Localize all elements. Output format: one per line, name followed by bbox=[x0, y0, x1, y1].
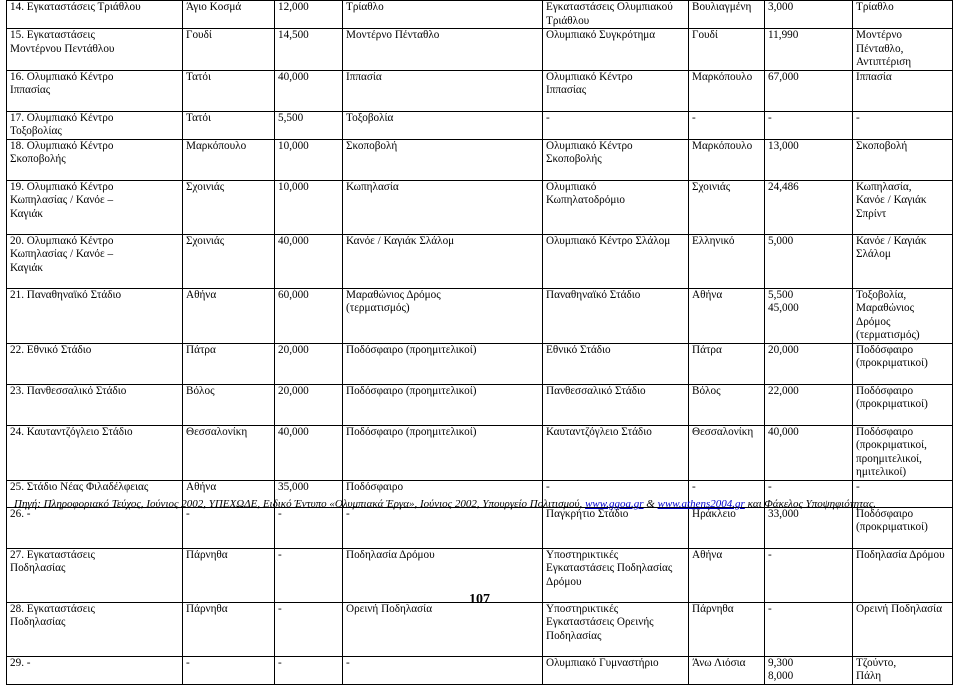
table-cell: Καυταντζόγλειο Στάδιο bbox=[543, 425, 689, 480]
table-cell: 11,990 bbox=[765, 29, 853, 71]
table-cell: Τοξοβολία bbox=[343, 111, 543, 139]
table-row bbox=[7, 384, 953, 425]
table-cell: 60,000 bbox=[275, 288, 343, 343]
table-cell: - bbox=[543, 480, 689, 507]
table-row bbox=[7, 343, 953, 384]
table-cell: - bbox=[853, 480, 953, 507]
ampersand: & bbox=[646, 498, 655, 510]
table-cell: Πάρνηθα bbox=[183, 548, 275, 602]
table-cell: Μαρκόπουλο bbox=[183, 139, 275, 180]
table-cell: Τατόι bbox=[183, 111, 275, 139]
table-cell: 40,000 bbox=[275, 234, 343, 288]
table-cell: - bbox=[275, 507, 343, 548]
table-cell: Βόλος bbox=[183, 384, 275, 425]
table-row bbox=[7, 507, 953, 548]
table-cell: Θεσσαλονίκη bbox=[689, 425, 765, 480]
table-cell: Πάρνηθα bbox=[183, 602, 275, 656]
table-cell: 40,000 bbox=[765, 425, 853, 480]
table-cell: - bbox=[765, 111, 853, 139]
table-cell: Μοντέρνο Πένταθλο, Αντιπτέριση bbox=[853, 29, 953, 71]
table-cell: Ιππασία bbox=[853, 70, 953, 111]
table-row bbox=[7, 602, 953, 656]
table-cell: 14,500 bbox=[275, 29, 343, 71]
table-cell: 40,000 bbox=[275, 70, 343, 111]
table-cell: 20,000 bbox=[275, 384, 343, 425]
table-cell: 15. Εγκαταστάσεις Μοντέρνου Πεντάθλου bbox=[7, 29, 183, 71]
table-cell: Ολυμπιακό Κέντρο Ιππασίας bbox=[543, 70, 689, 111]
table-cell: Τοξοβολία, Μαραθώνιος Δρόμος (τερματισμός) bbox=[853, 288, 953, 343]
table-cell: 10,000 bbox=[275, 180, 343, 234]
page-number: 107 bbox=[469, 592, 490, 607]
table-cell: 3,000 bbox=[765, 1, 853, 29]
table-row bbox=[7, 425, 953, 480]
table-cell: Ηράκλειο bbox=[689, 507, 765, 548]
source-note bbox=[14, 498, 954, 511]
table-cell: - bbox=[343, 507, 543, 548]
venues-table bbox=[6, 0, 953, 685]
table-cell: Άγιο Κοσμά bbox=[183, 1, 275, 29]
table-cell: 18. Ολυμπιακό Κέντρο Σκοποβολής bbox=[7, 139, 183, 180]
table-cell: 22,000 bbox=[765, 384, 853, 425]
table-cell: Αθήνα bbox=[183, 480, 275, 507]
table-row bbox=[7, 139, 953, 180]
table-cell: Σκοποβολή bbox=[853, 139, 953, 180]
table-cell: 17. Ολυμπιακό Κέντρο Τοξοβολίας bbox=[7, 111, 183, 139]
table-cell: Παναθηναϊκό Στάδιο bbox=[543, 288, 689, 343]
source-text: Πηγή: Πληροφοριακό Τεύχος, Ιούνιος 2002, ΥΠΕΧΩΔΕ, Ειδικό Έντυπο «Ολυμπιακά Έργα», Ιούνιος 2002, Υπουργείο Πολιτισμού, bbox=[14, 498, 583, 510]
table-cell: 33,000 bbox=[765, 507, 853, 548]
ggoa-link[interactable]: www.ggoa.gr bbox=[585, 498, 644, 510]
table-cell: Υποστηρικτικές Εγκαταστάσεις Ορεινής Ποδηλασίας bbox=[543, 602, 689, 656]
table-cell: - bbox=[765, 602, 853, 656]
table-cell: 14. Εγκαταστάσεις Τριάθλου bbox=[7, 1, 183, 29]
table-cell: Τατόι bbox=[183, 70, 275, 111]
table-cell: - bbox=[689, 480, 765, 507]
table-cell: Ολυμπιακό Γυμναστήριο bbox=[543, 656, 689, 684]
table-cell: 29. - bbox=[7, 656, 183, 684]
table-cell: Μαρκόπουλο bbox=[689, 139, 765, 180]
table-cell: - bbox=[689, 111, 765, 139]
table-cell: Σκοποβολή bbox=[343, 139, 543, 180]
table-cell: Κανόε / Καγιάκ Σλάλομ bbox=[343, 234, 543, 288]
table-row bbox=[7, 111, 953, 139]
table-cell: Πάτρα bbox=[689, 343, 765, 384]
table-row bbox=[7, 288, 953, 343]
table-cell: Κωπηλασία, Κανόε / Καγιάκ Σπρίντ bbox=[853, 180, 953, 234]
table-cell: Μαραθώνιος Δρόμος (τερματισμός) bbox=[343, 288, 543, 343]
table-cell: Ιππασία bbox=[343, 70, 543, 111]
table-cell: Ποδόσφαιρο (προκριματικοί) bbox=[853, 343, 953, 384]
table-cell: - bbox=[183, 656, 275, 684]
table-cell: Ποδηλασία Δρόμου bbox=[343, 548, 543, 602]
table-cell: - bbox=[343, 656, 543, 684]
table-cell: 5,500 bbox=[275, 111, 343, 139]
table-cell: Ποδόσφαιρο (προκριματικοί, πρoημιτελικοί, ημιτελικοί) bbox=[853, 425, 953, 480]
table-cell: Εθνικό Στάδιο bbox=[543, 343, 689, 384]
table-cell: Ποδόσφαιρο (προημιτελικοί) bbox=[343, 425, 543, 480]
table-cell: Εγκαταστάσεις Ολυμπιακού Τριάθλου bbox=[543, 1, 689, 29]
table-cell: Ποδόσφαιρο (προκριματικοί) bbox=[853, 507, 953, 548]
table-cell: Σχοινιάς bbox=[689, 180, 765, 234]
table-cell: Τρίαθλο bbox=[853, 1, 953, 29]
table-cell: - bbox=[543, 111, 689, 139]
table-cell: 10,000 bbox=[275, 139, 343, 180]
athens2004-link[interactable]: www.athens2004.gr bbox=[657, 498, 745, 510]
table-cell: 20. Ολυμπιακό Κέντρο Κωπηλασίας / Κανόε – Καγιάκ bbox=[7, 234, 183, 288]
table-cell: 27. Εγκαταστάσεις Ποδηλασίας bbox=[7, 548, 183, 602]
table-cell: Κωπηλασία bbox=[343, 180, 543, 234]
table-cell: Πανθεσσαλικό Στάδιο bbox=[543, 384, 689, 425]
table-cell: - bbox=[275, 656, 343, 684]
table-cell: - bbox=[853, 111, 953, 139]
table-row bbox=[7, 29, 953, 71]
table-cell: 5,500 45,000 bbox=[765, 288, 853, 343]
table-cell: 13,000 bbox=[765, 139, 853, 180]
table-cell: Τρίαθλο bbox=[343, 1, 543, 29]
table-cell: 40,000 bbox=[275, 425, 343, 480]
table-cell: Ορεινή Ποδηλασία bbox=[853, 602, 953, 656]
source-tail: και Φάκελος Υποψηφιότητας. bbox=[747, 498, 877, 510]
table-cell: Υποστηρικτικές Εγκαταστάσεις Ποδηλασίας Δρόμου bbox=[543, 548, 689, 602]
table-cell: Βόλος bbox=[689, 384, 765, 425]
table-cell: 24. Καυταντζόγλειο Στάδιο bbox=[7, 425, 183, 480]
table-cell: - bbox=[765, 548, 853, 602]
table-cell: Κανόε / Καγιάκ Σλάλομ bbox=[853, 234, 953, 288]
table-row bbox=[7, 234, 953, 288]
table-cell: Ποδόσφαιρο bbox=[343, 480, 543, 507]
table-cell: Μοντέρνο Πένταθλο bbox=[343, 29, 543, 71]
table-cell: Γουδί bbox=[689, 29, 765, 71]
table-cell: Αθήνα bbox=[183, 288, 275, 343]
table-cell: 5,000 bbox=[765, 234, 853, 288]
table-cell: 9,300 8,000 bbox=[765, 656, 853, 684]
table-cell: 35,000 bbox=[275, 480, 343, 507]
table-cell: 12,000 bbox=[275, 1, 343, 29]
table-row bbox=[7, 70, 953, 111]
table-cell: 16. Ολυμπιακό Κέντρο Ιππασίας bbox=[7, 70, 183, 111]
table-cell: Ποδόσφαιρο (προκριματικοί) bbox=[853, 384, 953, 425]
table-cell: Ολυμπιακό Κέντρο Σκοποβολής bbox=[543, 139, 689, 180]
table-cell: Αθήνα bbox=[689, 288, 765, 343]
table-cell: 20,000 bbox=[275, 343, 343, 384]
table-cell: 25. Στάδιο Νέας Φιλαδέλφειας bbox=[7, 480, 183, 507]
table-cell: Ελληνικό bbox=[689, 234, 765, 288]
table-cell: 23. Πανθεσσαλικό Στάδιο bbox=[7, 384, 183, 425]
table-cell: Σχοινιάς bbox=[183, 234, 275, 288]
table-cell: - bbox=[275, 548, 343, 602]
table-cell: 19. Ολυμπιακό Κέντρο Κωπηλασίας / Κανόε – Καγιάκ bbox=[7, 180, 183, 234]
table-cell: Ποδηλασία Δρόμου bbox=[853, 548, 953, 602]
table-cell: Σχοινιάς bbox=[183, 180, 275, 234]
table-cell: Τζούντο, Πάλη bbox=[853, 656, 953, 684]
table-cell: Μαρκόπουλο bbox=[689, 70, 765, 111]
table-cell: 28. Εγκαταστάσεις Ποδηλασίας bbox=[7, 602, 183, 656]
table-cell: - bbox=[275, 602, 343, 656]
table-cell: Θεσσαλονίκη bbox=[183, 425, 275, 480]
table-cell: Αθήνα bbox=[689, 548, 765, 602]
table-cell: - bbox=[765, 480, 853, 507]
table-row bbox=[7, 180, 953, 234]
table-row bbox=[7, 1, 953, 29]
table-cell: Πάρνηθα bbox=[689, 602, 765, 656]
table-cell: Γουδί bbox=[183, 29, 275, 71]
table-cell: Παγκρήτιο Στάδιο bbox=[543, 507, 689, 548]
table-cell: 24,486 bbox=[765, 180, 853, 234]
table-cell: 67,000 bbox=[765, 70, 853, 111]
table-cell: Ολυμπιακό Κωπηλατοδρόμιο bbox=[543, 180, 689, 234]
table-cell: - bbox=[183, 507, 275, 548]
table-cell: Ποδόσφαιρο (προημιτελικοί) bbox=[343, 343, 543, 384]
table-row bbox=[7, 656, 953, 684]
table-cell: 26. - bbox=[7, 507, 183, 548]
table-cell: Πάτρα bbox=[183, 343, 275, 384]
table-cell: 20,000 bbox=[765, 343, 853, 384]
table-cell: 21. Παναθηναϊκό Στάδιο bbox=[7, 288, 183, 343]
table-cell: Βουλιαγμένη bbox=[689, 1, 765, 29]
table-cell: Ποδόσφαιρο (προημιτελικοί) bbox=[343, 384, 543, 425]
table-cell: Άνω Λιόσια bbox=[689, 656, 765, 684]
table-cell: Ολυμπιακό Συγκρότημα bbox=[543, 29, 689, 71]
table-cell: 22. Εθνικό Στάδιο bbox=[7, 343, 183, 384]
table-cell: Ορεινή Ποδηλασία bbox=[343, 602, 543, 656]
table-cell: Ολυμπιακό Κέντρο Σλάλομ bbox=[543, 234, 689, 288]
